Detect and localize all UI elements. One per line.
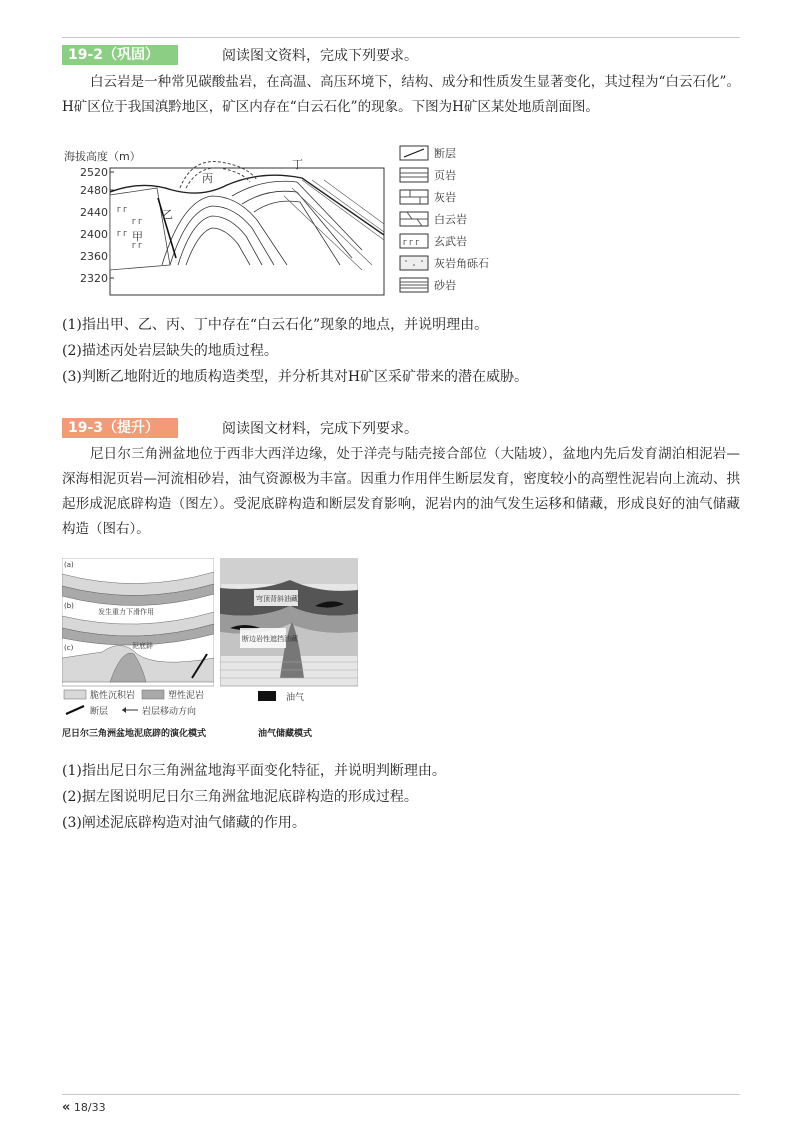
s2-question-3: (3)阐述泥底辟构造对油气储藏的作用。 — [62, 815, 306, 831]
eroded-fold-dashed-inner — [186, 168, 250, 188]
eroded-fold-dashed — [180, 162, 257, 188]
ytick-2440: 2440 — [80, 206, 108, 219]
folded-strata — [162, 181, 362, 265]
basalt-block — [110, 188, 170, 270]
diapir-evolution-figure — [62, 558, 214, 728]
svg-text:ᒥ ᒥ ᒥ: ᒥ ᒥ ᒥ — [403, 239, 420, 247]
s1-question-3: (3)判断乙地附近的地质构造类型，并分析其对H矿区采矿带来的潜在威胁。 — [62, 369, 529, 385]
section2-lead: 阅读图文材料，完成下列要求。 — [222, 421, 418, 437]
point-yi: 乙 — [162, 208, 173, 221]
footer — [62, 1100, 106, 1115]
legend-brittle-swatch — [64, 690, 86, 699]
s1-question-2: (2)描述丙处岩层缺失的地质过程。 — [62, 343, 278, 359]
ytick-2520: 2520 — [80, 166, 108, 179]
point-ding: 丁 — [292, 158, 303, 171]
s2-question-2: (2)据左图说明尼日尔三角洲盆地泥底辟构造的形成过程。 — [62, 789, 418, 805]
right-figure-caption: 油气储藏模式 — [258, 729, 313, 739]
svg-text:ᒥ ᒥ: ᒥ ᒥ — [117, 206, 128, 214]
panel-b-text: 发生重力下滑作用 — [98, 608, 154, 616]
section-tag-19-2: 19-2（巩固） — [62, 45, 178, 65]
bottom-rule — [62, 1094, 740, 1095]
section-tag-19-3: 19-3（提升） — [62, 418, 178, 438]
legend-fault: 断层 — [434, 147, 456, 160]
s2-question-1: (1)指出尼日尔三角洲盆地海平面变化特征，并说明判断理由。 — [62, 763, 446, 779]
legend-oil: 油气 — [286, 693, 305, 703]
legend-breccia-swatch — [400, 256, 428, 270]
legend-fault2: 断层 — [90, 707, 109, 717]
legend-shale-swatch — [400, 168, 428, 182]
ytick-2480: 2480 — [80, 184, 108, 197]
legend-fault-swatch2 — [66, 706, 84, 714]
legend-shale: 页岩 — [434, 169, 456, 182]
point-bing: 丙 — [202, 172, 213, 185]
panel-c-text: 泥底辟 — [132, 642, 153, 650]
legend-basalt: 玄武岩 — [434, 235, 467, 248]
section1-paragraph: 白云岩是一种常见碳酸盐岩，在高温、高压环境下，结构、成分和性质发生显著变化，其过程为“白云石化”。H矿区位于我国滇黔地区，矿区内存在“白云石化”的现象。下图为H矿区某处地质剖面图。 — [62, 74, 740, 115]
svg-text:ᒥ ᒥ: ᒥ ᒥ — [132, 218, 143, 226]
ytick-2360: 2360 — [80, 250, 108, 263]
svg-text:ᒥ ᒥ: ᒥ ᒥ — [117, 230, 128, 238]
label-dome-reservoir: 穹顶背斜油藏 — [256, 595, 298, 603]
ytick-2320: 2320 — [80, 272, 108, 285]
section2-paragraph: 尼日尔三角洲盆地位于西非大西洋边缘，处于洋壳与陆壳接合部位（大陆坡），盆地内先后发育湖泊相泥岩—深海相泥页岩—河流相砂岩，油气资源极为丰富。因重力作用伴生断层发育，密度较小的高塑性泥岩向上流动、拱起形成泥底辟构造（图左）。受泥底辟构造和断层发育影响，泥岩内的油气发生运移和储藏，形成良好的油气储藏构造（图右）。 — [62, 446, 740, 537]
figure-ylabel: 海拔高度（m） — [64, 150, 141, 163]
legend-plastic-swatch — [142, 690, 164, 699]
double-chevron-left-icon: « — [62, 1100, 71, 1115]
legend-oil-swatch — [258, 691, 276, 701]
legend-limestone: 灰岩 — [434, 191, 456, 204]
ytick-2400: 2400 — [80, 228, 108, 241]
legend-breccia: 灰岩角砾石 — [434, 257, 489, 270]
left-figure-caption: 尼日尔三角洲盆地泥底辟的演化模式 — [62, 729, 207, 739]
legend-direction: 岩层移动方向 — [142, 707, 197, 717]
legend-sandstone: 砂岩 — [434, 279, 456, 292]
panel-a-label: (a) — [64, 561, 74, 569]
section1-lead: 阅读图文资料，完成下列要求。 — [222, 48, 418, 64]
reservoir-figure — [220, 558, 358, 728]
legend-dolomite: 白云岩 — [434, 213, 467, 226]
point-jia: 甲 — [132, 230, 143, 243]
panel-c-label: (c) — [64, 644, 74, 652]
panel-b-label: (b) — [64, 602, 74, 610]
section1-legend — [400, 146, 489, 292]
geologic-section-figure — [62, 140, 512, 305]
svg-text:ᒥ ᒥ: ᒥ ᒥ — [132, 242, 143, 250]
page-number: 18/33 — [73, 1101, 106, 1114]
top-rule — [62, 37, 740, 38]
legend-plastic: 塑性泥岩 — [168, 691, 205, 701]
s1-question-1: (1)指出甲、乙、丙、丁中存在“白云石化”现象的地点，并说明理由。 — [62, 317, 489, 333]
label-fault-reservoir: 断边岩性遮挡油藏 — [242, 635, 298, 643]
legend-brittle: 脆性沉积岩 — [90, 691, 136, 701]
